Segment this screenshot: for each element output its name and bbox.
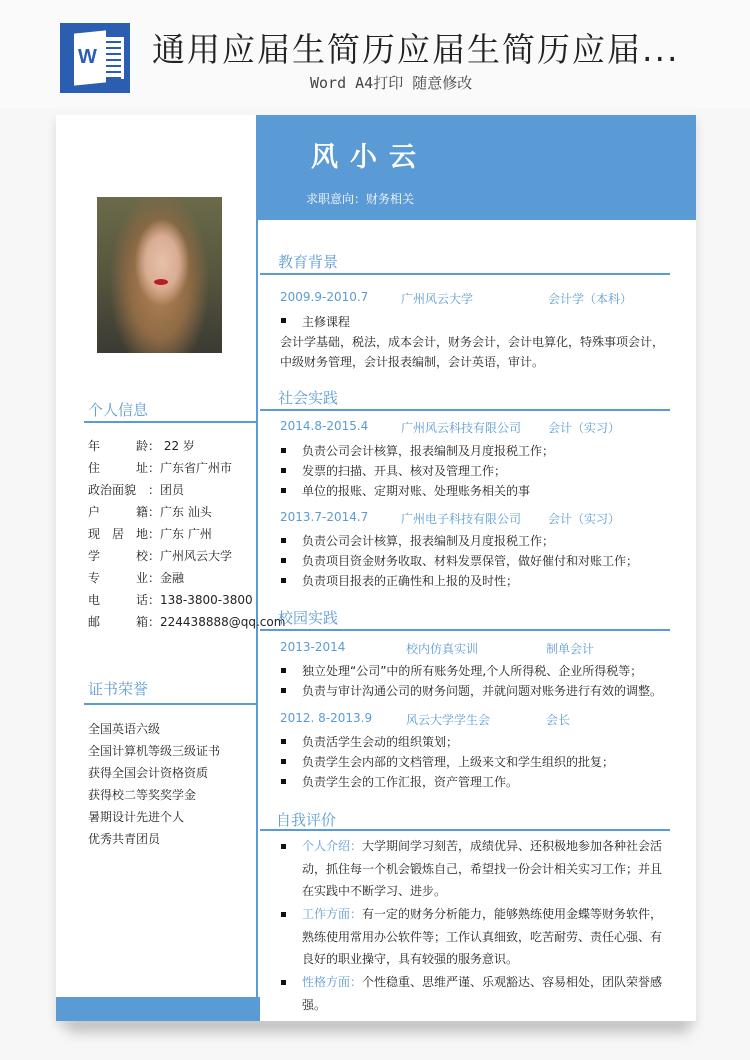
campus-duty: 负责与审计沟通公司的财务问题，并就问题对账务进行有效的调整。 [302, 684, 663, 698]
left-footer-bar [56, 997, 260, 1021]
edu-major: 会计学（本科） [548, 292, 633, 306]
job-intent: 求职意向：财务相关 [306, 192, 415, 206]
campus-duty: 负责活学生会动的组织策划； [302, 735, 459, 749]
cert-item: 全国英语六级 [88, 722, 161, 736]
self-eval-work: 工作方面：有一定的财务分析能力，能够熟练使用金蝶等财务软件，熟练使用常用办公软件等；工作认真细致，吃苦耐劳、责任心强、有良好的职业操守，具有较强的服务意识。 [302, 907, 663, 966]
job-org: 广州风云科技有限公司 [401, 421, 522, 435]
cert-item: 获得全国会计资格资质 [88, 766, 209, 780]
document-title: 通用应届生简历应届生简历应届... [152, 30, 680, 69]
self-eval-heading: 自我评价 [276, 811, 337, 829]
job-duty: 负责项目资金财务收取、材料发票保管，做好催付和对账工作； [302, 554, 639, 568]
document-subtitle: Word A4打印 随意修改 [310, 74, 473, 92]
resume-page [56, 115, 696, 1021]
job-duty: 负责公司会计核算，报表编制及月度报税工作； [302, 444, 555, 458]
social-heading: 社会实践 [278, 389, 339, 407]
courses-line: 中级财务管理，会计报表编制，会计英语，审计。 [280, 355, 545, 369]
info-row-hometown: 户籍：广东 汕头 [88, 505, 212, 519]
word-doc-icon: W [60, 23, 130, 93]
job-role: 会计（实习） [548, 512, 621, 526]
section-rule [260, 409, 670, 411]
edu-period: 2009.9-2010.7 [280, 290, 369, 304]
campus-role: 会长 [546, 713, 571, 727]
resume-header [258, 115, 696, 220]
info-row-phone: 电话：138-3800-3800 [88, 593, 253, 607]
self-eval-personality: 性格方面：个性稳重、思维严谨、乐观豁达、容易相处，团队荣誉感强。 [302, 975, 663, 1012]
cert-item: 全国计算机等级三级证书 [88, 744, 221, 758]
campus-heading: 校园实践 [278, 609, 339, 627]
job-role: 会计（实习） [548, 421, 621, 435]
cert-item: 暑期设计先进个人 [88, 810, 185, 824]
certs-heading: 证书荣誉 [88, 678, 258, 700]
job-duty: 负责项目报表的正确性和上报的及时性； [302, 574, 519, 588]
bullet-icon [281, 844, 286, 849]
personal-info-heading: 个人信息 [88, 399, 258, 421]
info-row-age: 年龄： 22 岁 [88, 439, 195, 453]
course-label: 主修课程 [302, 315, 351, 329]
education-heading: 教育背景 [278, 253, 339, 271]
job-duty: 发票的扫描、开具、核对及管理工作； [302, 464, 507, 478]
section-rule [260, 829, 670, 831]
info-row-address: 住址：广东省广州市 [88, 461, 233, 475]
campus-duty: 负责学生会内部的文档管理，上级来文和学生组织的批复； [302, 755, 615, 769]
portrait-photo [97, 197, 222, 353]
job-duty: 负责公司会计核算，报表编制及月度报税工作； [302, 534, 555, 548]
info-row-school: 学校：广州风云大学 [88, 549, 233, 563]
campus-org: 风云大学学生会 [406, 713, 491, 727]
info-row-email: 邮箱：224438888@qq.com [88, 615, 286, 629]
job-period: 2014.8-2015.4 [280, 419, 369, 433]
cert-item: 获得校二等奖奖学金 [88, 788, 197, 802]
campus-period: 2012. 8-2013.9 [280, 711, 373, 725]
job-duty: 单位的报账、定期对账、处理账务相关的事 [302, 484, 531, 498]
info-row-major: 专业：金融 [88, 571, 185, 585]
bullet-icon [281, 318, 286, 323]
info-row-residence: 现居地：广东 广州 [88, 527, 212, 541]
courses-line: 会计学基础，税法，成本会计，财务会计，会计电算化，特殊事项会计， [280, 335, 665, 349]
info-row-political: 政治面貌 ：团员 [88, 483, 185, 497]
campus-period: 2013-2014 [280, 640, 346, 654]
cert-item: 优秀共青团员 [88, 832, 161, 846]
campus-duty: 独立处理“公司”中的所有账务处理,个人所得税、企业所得税等； [302, 664, 643, 678]
page-shadow [68, 1020, 688, 1034]
candidate-name: 风小云 [311, 142, 428, 173]
section-rule [260, 629, 670, 631]
self-eval-intro: 个人介绍：大学期间学习刻苦，成绩优异、还积极地参加各种社会活动，抓住每一个机会锻炼自己，希望找一份会计相关实习工作；并且在实践中不断学习、进步。 [302, 839, 663, 898]
campus-org: 校内仿真实训 [406, 642, 479, 656]
job-period: 2013.7-2014.7 [280, 510, 369, 524]
section-rule [260, 273, 670, 275]
campus-duty: 负责学生会的工作汇报，资产管理工作。 [302, 775, 519, 789]
bullet-icon [281, 912, 286, 917]
bullet-icon [281, 980, 286, 985]
edu-school: 广州风云大学 [401, 292, 474, 306]
campus-role: 制单会计 [546, 642, 595, 656]
job-org: 广州电子科技有限公司 [401, 512, 522, 526]
preview-banner [0, 0, 750, 108]
